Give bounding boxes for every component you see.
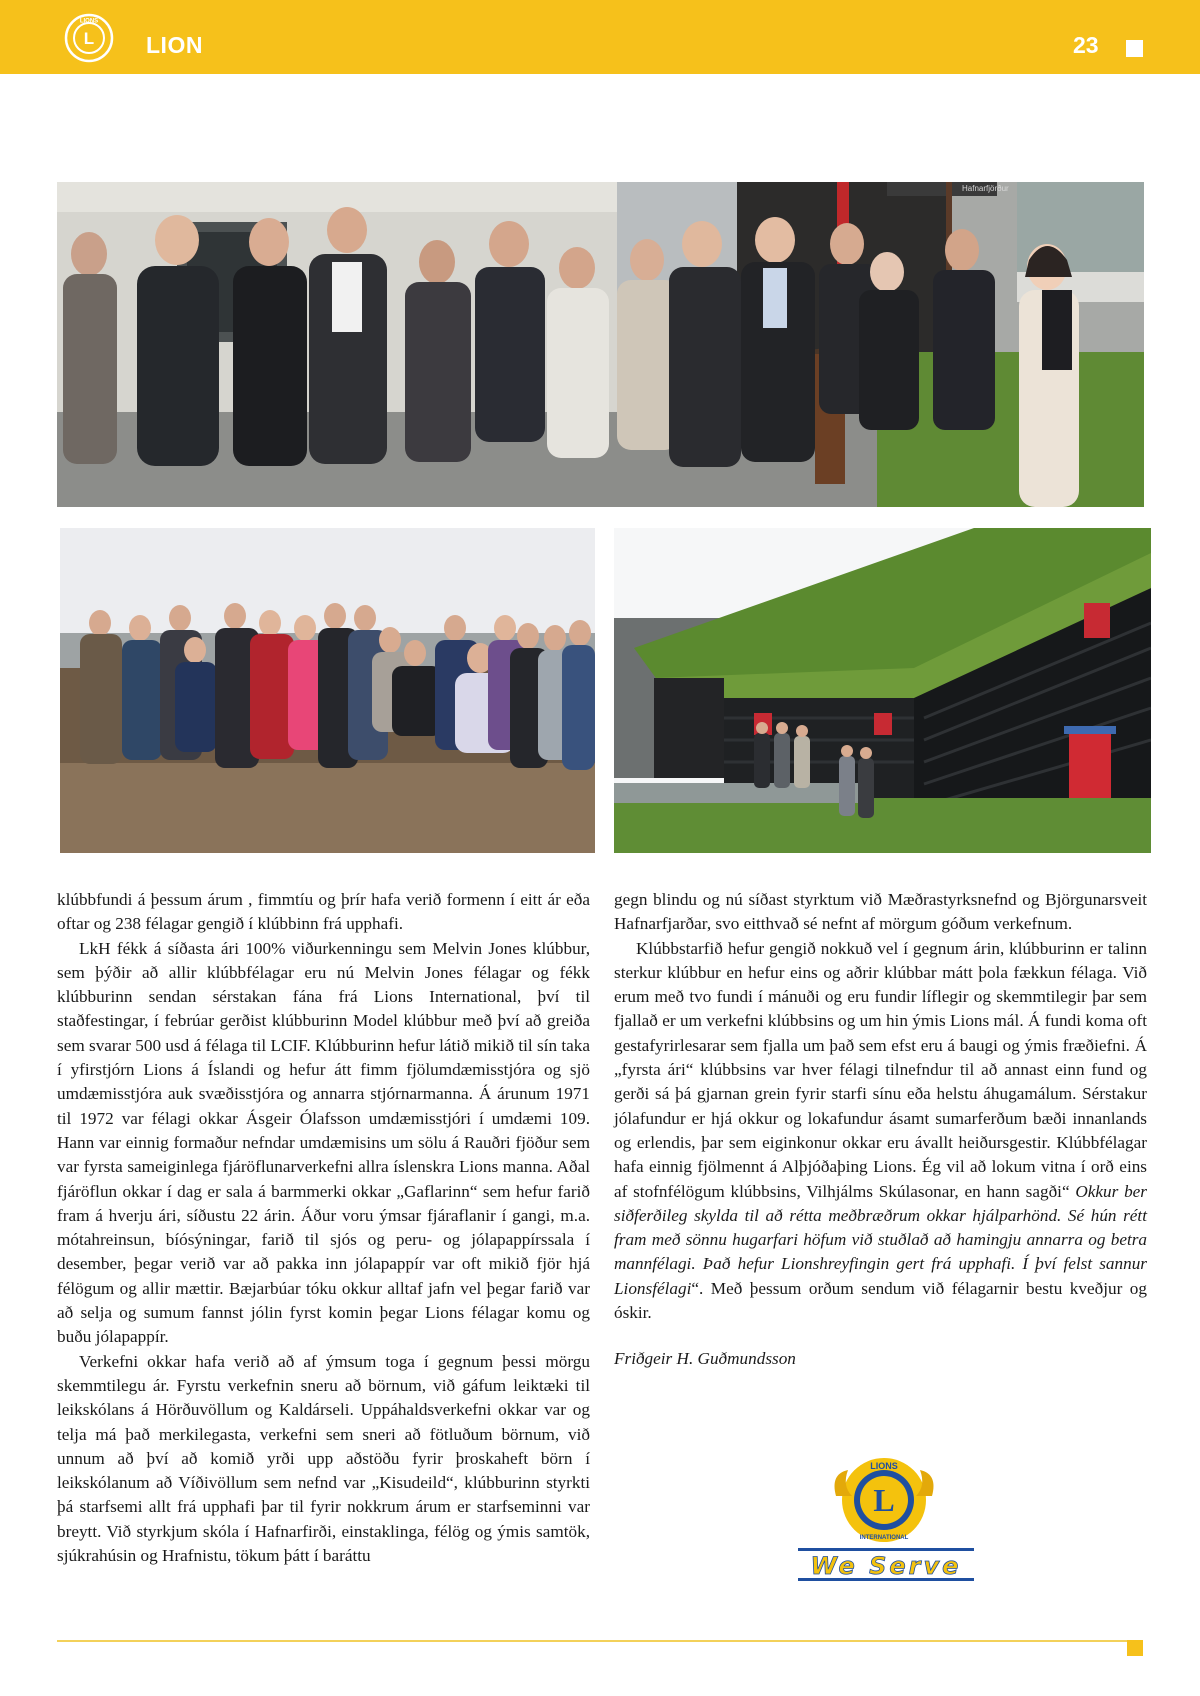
article-paragraph: LkH fékk á síðasta ári 100% viðurkenningu sem Melvin Jones klúbbur, sem þýðir að allir klúbbfélagar eru nú Melvin Jones félagar og fékk klúbburinn sendan sérstakan fána frá Lions International, því til staðfestingar, í febrúar gerðist klúbburinn Model klúbbur með því að greiða sem svarar 500 usd á félaga til LCIF. Klúbburinn hefur látið mikið til sín taka í yfirstjórn Lions á Íslandi og hefur átt fimm fjölumdæmisstjóra og sjö umdæmisstjóra auk svæðisstjóra og annarra stjórnarmanna. Á árunum 1971 til 1972 var félagi okkar Ásgeir Ólafsson umdæmisstjóri í umdæmi 109. Hann var einnig formaður nefndar umdæmisins um sölu á Rauðri fjöður sem var fyrsta sameiginlega fjáröflunarverkefni allra íslenskra Lions manna. Aðal fjáröflun okkar í dag er sala á barmmerki okkar „Gaflarinn“ sem hefur farið fram á hverju ári, síðustu 22 árin. Áður voru ýmsar fjáraflanir í gangi, m.a. mótahreinsun, bíósýningar, farið til sjós og peru- og jólapappírssala í desember, þegar verið var að pakka inn jólapappír var oft mikið fjör hjá félögum og allir mættir. Bæjarbúar tóku okkur alltaf jafn vel þegar farið var að selja og sumum fannst jólin fyrst komin þegar Lions félagar komu og buðu jólapappír. <box>57 938 590 1347</box>
author-signature: Friðgeir H. Guðmundsson <box>614 1349 796 1369</box>
photo-group-with-guide <box>57 182 1144 507</box>
lions-emblem-icon <box>64 13 114 63</box>
lions-we-serve-logo <box>796 1456 976 1582</box>
page-number: 23 <box>1073 32 1099 58</box>
article-paragraph: gegn blindu og nú síðast styrktum við Mæðrastyrksnefnd og Björgunarsveit Hafnarfjarðar, svo eitthvað sé nefnt af mörgum góðum verkefnum. <box>614 890 1147 934</box>
photo-group-portrait <box>60 528 595 853</box>
page-header <box>0 0 1200 74</box>
emblem-letter: L <box>83 29 95 48</box>
article-paragraph-with-quote <box>614 937 1147 1326</box>
article-paragraph: klúbbfundi á þessum árum , fimmtíu og þrír hafa verið formenn í eitt ár eða oftar og 238 félagar gengið í klúbbinn frá upphafi. <box>57 890 590 934</box>
logo-motto: We Serve <box>810 1552 962 1580</box>
logo-center-letter: L <box>873 1482 895 1518</box>
photo-turf-roof-house <box>614 528 1151 853</box>
quote-text: Okkur ber siðferðileg skylda til að rétta meðbræðrum okkar hjálparhönd. Sé hún rétt fram með sönnu hugarfari höfum við stuðlað að hamingju annarra og betra mannfélagi. Það hefur Lionshreyfingin gert frá upphafi. Í því felst sannur Lionsfélagi <box>614 1181 1147 1298</box>
article-column-left <box>57 888 590 1568</box>
sign-lettering: Hafnarfjörður <box>962 184 1009 193</box>
quote-lead-in: Klúbbstarfið hefur gengið nokkuð vel í gegnum árin, klúbburinn er talinn sterkur klúbbur en hefur eins og aðrir klúbbar mátt þola fækkun félaga. Við erum með tvo fundi í mánuði og eru fundir líflegir og skemmtilegir þar sem fjallað er um verkefni klúbbsins og um hin ýmis Lions mál. Á fundi koma oft gestafyrirlesarar sem fjalla um það sem efst eru á baugi og ýmis fræðiefni. Á „fyrsta ári“ klúbbsins var hver félagi tilnefndur til að annast einn fund og gerði sá þá gjarnan grein fyrir starfi sínu eða helstu áhugamálum. Sérstakur jólafundur er hjá okkur og lokafundur ásamt sumarferðum bæði innanlands og erlendis, þar sem eiginkonur okkar eru ávallt heiðursgestir. Klúbbfélagar hafa einnig fjölmennt á Alþjóðaþing Lions. Ég vil að lokum vitna í orð eins af stofnfélögum klúbbsins, Vilhjálms Skúlasonar, en hann sagði“ <box>614 938 1147 1201</box>
footer-square-marker <box>1127 1640 1143 1656</box>
logo-ring-bottom: INTERNATIONAL <box>859 1535 909 1541</box>
article-paragraph: Verkefni okkar hafa verið að af ýmsum toga í gegnum þessi mörgu skemmtilegu ár. Fyrstu verkefnin sneru að börnum, við gáfum leiktæki til leikskólans á Hörðuvöllum og Kaldárseli. Uppáhaldsverkefni okkar var og telja má það merkilegasta, verkefni sem sneri að fötluðum börnum, við unnum að því að komið yrði upp aðstöðu fyrir þroskaheft börn í leikskólanum að Víðivöllum sem nefnd var „Kisudeild“, klúbburinn styrkti þá starfsemi allt frá upphafi þar til fyrir nokkrum árum er starfseminni var breytt. Við styrkjum skóla í Hafnarfirði, einstaklinga, félög og ýmis samtök, sjúkrahúsin og Hrafnistu, tökum þátt í baráttu <box>57 1351 590 1566</box>
publication-title: LION <box>146 32 203 58</box>
logo-ring-top: LIONS <box>870 1461 898 1471</box>
quote-closing: “. Með þessum orðum sendum við félagarnir bestu kveðjur og óskir. <box>614 1278 1147 1323</box>
emblem-ring-text: LIONS <box>79 18 99 25</box>
header-square-marker <box>1126 40 1143 57</box>
footer-rule <box>57 1640 1127 1642</box>
article-column-right <box>614 888 1147 1372</box>
